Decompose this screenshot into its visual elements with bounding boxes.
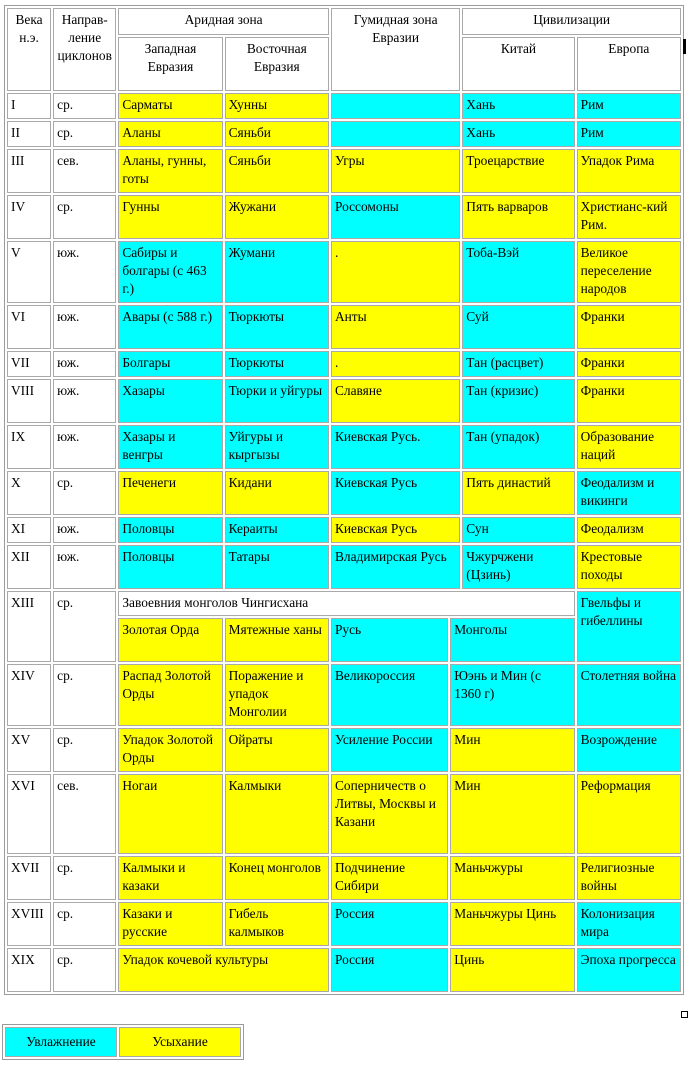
china-cell: Хань	[462, 93, 574, 119]
table-row	[7, 149, 681, 193]
direction-cell: юж.	[53, 379, 116, 423]
europe-cell: Колонизация мира	[577, 902, 681, 946]
table-row	[7, 305, 681, 349]
humid-cell: Великороссия	[331, 664, 448, 726]
direction-cell: юж.	[53, 305, 116, 349]
humid-cell: Владимирская Русь	[331, 545, 460, 589]
header-east-eurasia: Восточная Евразия	[225, 37, 329, 91]
china-cell: Хань	[462, 121, 574, 147]
east-cell: Ойраты	[225, 728, 329, 772]
west-cell: Упадок Золотой Орды	[118, 728, 222, 772]
century-cell: IV	[7, 195, 51, 239]
humid-cell: Киевская Русь.	[331, 425, 460, 469]
europe-cell: Феодализм и викинги	[577, 471, 681, 515]
direction-cell: юж.	[53, 241, 116, 303]
china-cell: Пять династий	[462, 471, 574, 515]
east-cell: Сяньби	[225, 121, 329, 147]
east-cell: Тюрки и уйгуры	[225, 379, 329, 423]
europe-cell: Возрождение	[577, 728, 681, 772]
europe-cell: Феодализм	[577, 517, 681, 543]
china-cell: Тан (кризис)	[462, 379, 574, 423]
east-cell: Конец монголов	[225, 856, 329, 900]
century-cell: IX	[7, 425, 51, 469]
humid-cell	[331, 121, 460, 147]
west-cell: Сабиры и болгары (с 463 г.)	[118, 241, 222, 303]
humid-cell: Угры	[331, 149, 460, 193]
century-cell: XIII	[7, 591, 51, 662]
west-cell: Гунны	[118, 195, 222, 239]
direction-cell: юж.	[53, 425, 116, 469]
direction-cell: ср.	[53, 591, 116, 662]
humid-cell: Усиление России	[331, 728, 448, 772]
china-cell: Тан (упадок)	[462, 425, 574, 469]
europe-cell: Гвельфы и гибеллины	[577, 591, 681, 662]
china-cell: Сун	[462, 517, 574, 543]
west-cell: Золотая Орда	[118, 618, 222, 662]
table-row	[7, 351, 681, 377]
east-cell: Калмыки	[225, 774, 329, 854]
west-cell: Печенеги	[118, 471, 222, 515]
century-cell: VIII	[7, 379, 51, 423]
humid-cell: Киевская Русь	[331, 471, 460, 515]
china-cell: Суй	[462, 305, 574, 349]
europe-cell: Франки	[577, 305, 681, 349]
direction-cell: ср.	[53, 121, 116, 147]
west-east-cell: Упадок кочевой культуры	[118, 948, 329, 992]
east-cell: Сяньби	[225, 149, 329, 193]
west-cell: Калмыки и казаки	[118, 856, 222, 900]
west-cell: Авары (с 588 г.)	[118, 305, 222, 349]
century-cell: XIX	[7, 948, 51, 992]
china-cell: Маньчжуры	[450, 856, 574, 900]
table-row	[7, 856, 681, 900]
humid-cell: Подчинение Сибири	[331, 856, 448, 900]
west-cell: Казаки и русские	[118, 902, 222, 946]
direction-cell: юж.	[53, 545, 116, 589]
humid-cell: .	[331, 351, 460, 377]
europe-cell: Упадок Рима	[577, 149, 681, 193]
century-cell: VI	[7, 305, 51, 349]
west-cell: Аланы	[118, 121, 222, 147]
header-humid-zone: Гумидная зона Евразии	[331, 8, 460, 91]
century-cell: XV	[7, 728, 51, 772]
century-cell: V	[7, 241, 51, 303]
table-row	[7, 948, 681, 992]
table-row	[7, 93, 681, 119]
table-row	[7, 902, 681, 946]
direction-cell: ср.	[53, 728, 116, 772]
europe-cell: Реформация	[577, 774, 681, 854]
direction-cell: ср.	[53, 948, 116, 992]
east-cell: Кидани	[225, 471, 329, 515]
europe-cell: Христианс-кий Рим.	[577, 195, 681, 239]
direction-cell: сев.	[53, 149, 116, 193]
west-cell: Болгары	[118, 351, 222, 377]
century-cell: XII	[7, 545, 51, 589]
humid-cell: Киевская Русь	[331, 517, 460, 543]
century-cell: I	[7, 93, 51, 119]
header-europe: Европа	[577, 37, 681, 91]
legend	[2, 1024, 244, 1060]
direction-cell: ср.	[53, 664, 116, 726]
humid-cell	[331, 93, 460, 119]
header-civilizations: Цивилизации	[462, 8, 681, 35]
century-cell: VII	[7, 351, 51, 377]
table-row	[7, 517, 681, 543]
east-cell: Тюркюты	[225, 351, 329, 377]
direction-cell: ср.	[53, 93, 116, 119]
direction-cell: юж.	[53, 351, 116, 377]
west-cell: Хазары	[118, 379, 222, 423]
humid-cell: Анты	[331, 305, 460, 349]
century-cell: XIV	[7, 664, 51, 726]
direction-cell: юж.	[53, 517, 116, 543]
legend-wet: Увлажнение	[5, 1027, 117, 1057]
humid-cell: Соперничеств о Литвы, Москвы и Казани	[331, 774, 448, 854]
east-cell: Татары	[225, 545, 329, 589]
header-arid-zone: Аридная зона	[118, 8, 329, 35]
century-cell: XVI	[7, 774, 51, 854]
west-cell: Сарматы	[118, 93, 222, 119]
east-cell: Уйгуры и кыргызы	[225, 425, 329, 469]
humid-cell: .	[331, 241, 460, 303]
china-cell: Тан (расцвет)	[462, 351, 574, 377]
header-china: Китай	[462, 37, 574, 91]
humid-cell: Россия	[331, 948, 448, 992]
humid-cell: Славяне	[331, 379, 460, 423]
direction-cell: ср.	[53, 195, 116, 239]
europe-cell: Религиозные войны	[577, 856, 681, 900]
china-cell: Цинь	[450, 948, 574, 992]
humid-cell: Русь	[331, 618, 448, 662]
europe-cell: Эпоха прогресса	[577, 948, 681, 992]
century-cell: XVII	[7, 856, 51, 900]
east-cell: Жужани	[225, 195, 329, 239]
europe-cell: Франки	[577, 379, 681, 423]
table-row	[7, 195, 681, 239]
west-cell: Половцы	[118, 517, 222, 543]
edge-mark	[683, 39, 686, 54]
header-west-eurasia: Западная Евразия	[118, 37, 222, 91]
century-cell: III	[7, 149, 51, 193]
table-row	[7, 664, 681, 726]
table-row	[7, 774, 681, 854]
europe-cell: Рим	[577, 121, 681, 147]
table-row	[7, 379, 681, 423]
direction-cell: ср.	[53, 471, 116, 515]
west-cell: Аланы, гунны, готы	[118, 149, 222, 193]
china-cell: Тоба-Вэй	[462, 241, 574, 303]
header-direction: Направ-ление циклонов	[53, 8, 116, 91]
china-cell: Юэнь и Мин (с 1360 г)	[450, 664, 574, 726]
mongol-conquest-cell: Завоевния монголов Чингисхана	[118, 591, 574, 616]
europe-cell: Образование наций	[577, 425, 681, 469]
china-cell: Троецарствие	[462, 149, 574, 193]
east-cell: Поражение и упадок Монголии	[225, 664, 329, 726]
century-cell: X	[7, 471, 51, 515]
europe-cell: Рим	[577, 93, 681, 119]
west-cell: Половцы	[118, 545, 222, 589]
table-row	[7, 591, 681, 616]
legend-dry: Усыхание	[119, 1027, 241, 1057]
east-cell: Мятежные ханы	[225, 618, 329, 662]
direction-cell: ср.	[53, 856, 116, 900]
table-row	[7, 121, 681, 147]
table-row	[7, 425, 681, 469]
china-cell: Чжурчжени (Цзинь)	[462, 545, 574, 589]
century-cell: XVIII	[7, 902, 51, 946]
west-cell: Распад Золотой Орды	[118, 664, 222, 726]
climate-civilization-table	[4, 5, 684, 995]
china-cell: Мин	[450, 728, 574, 772]
table-row	[7, 728, 681, 772]
table-row	[7, 241, 681, 303]
west-cell: Ногаи	[118, 774, 222, 854]
europe-cell: Франки	[577, 351, 681, 377]
europe-cell: Столетняя война	[577, 664, 681, 726]
china-cell: Пять варваров	[462, 195, 574, 239]
east-cell: Хунны	[225, 93, 329, 119]
europe-cell: Великое переселение народов	[577, 241, 681, 303]
header-century: Века н.э.	[7, 8, 51, 91]
humid-cell: Россомоны	[331, 195, 460, 239]
east-cell: Жумани	[225, 241, 329, 303]
humid-cell: Россия	[331, 902, 448, 946]
century-cell: II	[7, 121, 51, 147]
west-cell: Хазары и венгры	[118, 425, 222, 469]
china-cell: Маньчжуры Цинь	[450, 902, 574, 946]
east-cell: Кераиты	[225, 517, 329, 543]
century-cell: XI	[7, 517, 51, 543]
china-cell: Монголы	[450, 618, 574, 662]
east-cell: Гибель калмыков	[225, 902, 329, 946]
direction-cell: сев.	[53, 774, 116, 854]
china-cell: Мин	[450, 774, 574, 854]
table-row	[7, 471, 681, 515]
europe-cell: Крестовые походы	[577, 545, 681, 589]
direction-cell: ср.	[53, 902, 116, 946]
resize-handle	[681, 1011, 688, 1018]
east-cell: Тюркюты	[225, 305, 329, 349]
table-row	[7, 545, 681, 589]
